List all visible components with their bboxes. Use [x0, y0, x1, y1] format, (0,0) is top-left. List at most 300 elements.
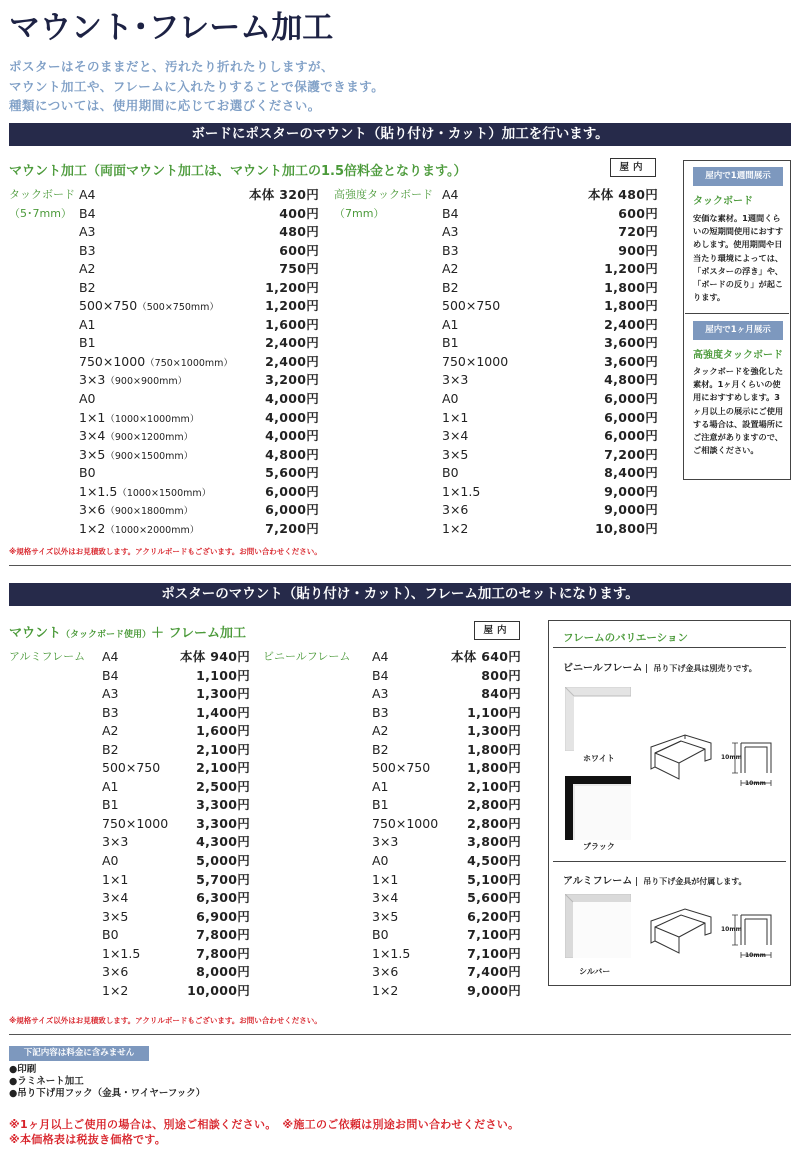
- price-value: 2,500円: [196, 778, 250, 794]
- hs-tackboard-price-table: [442, 186, 658, 538]
- size-label: [442, 409, 468, 428]
- price-value: 2,100円: [467, 778, 521, 794]
- size-dimensions: （500×750mm）: [137, 302, 219, 314]
- alu-dim-height: 10mm: [721, 926, 742, 933]
- price-row: [372, 982, 521, 1001]
- info-title-tackboard: タックボード: [693, 196, 753, 207]
- size-label: [372, 667, 389, 686]
- vinyl-dim-height: 10mm: [721, 754, 742, 761]
- size-name: 1×1.5: [102, 945, 141, 961]
- heading-mount: マウント: [9, 626, 62, 641]
- price-value: 4,300円: [196, 834, 250, 850]
- size-label: [102, 648, 119, 667]
- exclusion-item: ●ラミネート加工: [9, 1076, 84, 1087]
- size-label: [372, 722, 389, 741]
- size-label: [79, 464, 96, 483]
- size-name: B0: [102, 927, 119, 943]
- section2-banner: ポスターのマウント（貼り付け・カット）、フレーム加工のセットになります。: [9, 583, 791, 606]
- vinyl-profile-diagram: [645, 729, 715, 789]
- size-label: [79, 446, 193, 467]
- info-text-tackboard: 安価な素材。1週間くらいの短期間使用におすすめします。使用期間や日当たり環境によっては、「ポスターの浮き」や、「ボードの反り」が起こります。: [693, 213, 784, 303]
- size-name: 3×6: [79, 502, 106, 518]
- price-row: [372, 741, 521, 760]
- size-name: 3×5: [442, 446, 469, 462]
- price-value: 400円: [279, 205, 319, 221]
- tackboard-thickness: （5･7mm）: [9, 206, 72, 220]
- white-frame-swatch: [565, 687, 631, 751]
- size-label: [442, 464, 459, 483]
- price-value: 1,800円: [604, 298, 658, 314]
- price-value: 9,000円: [604, 483, 658, 499]
- price-row: [102, 871, 250, 890]
- price-row: [442, 353, 658, 372]
- price-row: [79, 316, 319, 335]
- price-value: 1,100円: [467, 704, 521, 720]
- size-name: B4: [79, 205, 96, 221]
- white-caption: ホワイト: [583, 754, 615, 763]
- vinyl-frame-label: ビニールフレーム: [263, 650, 351, 663]
- hs-tackboard-name: 高強度タックボード: [334, 188, 433, 201]
- price-value: 1,100円: [196, 667, 250, 683]
- tackboard-price-table: [79, 186, 319, 538]
- size-label: [442, 501, 468, 520]
- price-row: [442, 483, 658, 502]
- vinyl-frame-name: ビニールフレーム: [563, 663, 643, 674]
- heading-frame: ＋ フレーム加工: [151, 626, 247, 641]
- price-row: [102, 648, 250, 667]
- size-label: [79, 316, 96, 335]
- size-name: B2: [372, 741, 389, 757]
- silver-frame-swatch: [565, 894, 631, 958]
- vinyl-frame-price-table: [372, 648, 521, 1000]
- size-label: [79, 390, 96, 409]
- price-row: [102, 852, 250, 871]
- size-name: A3: [79, 224, 96, 240]
- size-label: [442, 427, 468, 446]
- size-name: 1×2: [442, 520, 469, 536]
- price-value: 1,300円: [196, 686, 250, 702]
- size-name: 1×2: [372, 982, 399, 998]
- price-value: 1,200円: [265, 298, 319, 314]
- size-name: 3×6: [372, 964, 399, 980]
- price-value: 1,800円: [467, 741, 521, 757]
- price-value: 3,800円: [467, 834, 521, 850]
- price-row: [102, 815, 250, 834]
- size-name: B1: [442, 335, 459, 351]
- size-label: [372, 648, 389, 667]
- intro-line: ポスターはそのままだと、汚れたり折れたりしますが、: [9, 59, 335, 74]
- size-label: [102, 704, 119, 723]
- price-value: 7,200円: [265, 520, 319, 536]
- size-name: 500×750: [79, 298, 138, 314]
- info-tag-1month: 屋内で1ヶ月展示: [693, 321, 783, 340]
- price-row: [79, 279, 319, 298]
- size-name: B3: [442, 242, 459, 258]
- size-label: [79, 279, 96, 298]
- black-caption: ブラック: [583, 842, 615, 851]
- price-value: 1,300円: [467, 723, 521, 739]
- price-row: [442, 186, 658, 205]
- price-row: [79, 223, 319, 242]
- size-name: 3×3: [442, 372, 469, 388]
- price-row: [442, 427, 658, 446]
- size-name: 3×6: [102, 964, 129, 980]
- size-label: [442, 279, 459, 298]
- size-name: B3: [79, 242, 96, 258]
- size-name: A3: [102, 686, 119, 702]
- size-label: [442, 334, 459, 353]
- size-name: 3×5: [79, 446, 106, 462]
- intro-line: マウント加工や、フレームに入れたりすることで保護できます。: [9, 78, 385, 94]
- indoor-badge: 屋内: [610, 158, 656, 177]
- price-row: [372, 685, 521, 704]
- price-row: [79, 205, 319, 224]
- price-value: 6,000円: [604, 391, 658, 407]
- size-label: [102, 833, 128, 852]
- size-label: [102, 685, 119, 704]
- price-row: [79, 520, 319, 539]
- price-value: 6,300円: [196, 890, 250, 906]
- size-label: [372, 704, 389, 723]
- price-row: [79, 242, 319, 261]
- size-name: B0: [442, 465, 459, 481]
- info-separator: [685, 313, 789, 314]
- size-label: [442, 353, 508, 372]
- size-label: [442, 316, 459, 335]
- alu-frame-note: 吊り下げ金具が付属します。: [636, 877, 746, 886]
- price-row: [442, 520, 658, 539]
- price-row: [102, 833, 250, 852]
- price-row: [102, 667, 250, 686]
- price-row: [102, 722, 250, 741]
- size-name: A2: [442, 261, 459, 277]
- size-label: [102, 722, 119, 741]
- size-name: A0: [79, 391, 96, 407]
- price-row: [442, 223, 658, 242]
- section1-note: ※規格サイズ以外はお見積致します。アクリルボードもございます。お問い合わせください。: [9, 547, 322, 556]
- size-label: [372, 926, 389, 945]
- price-value: 6,900円: [196, 908, 250, 924]
- size-name: 750×1000: [372, 815, 439, 831]
- size-name: B1: [102, 797, 119, 813]
- size-name: 1×1.5: [442, 483, 481, 499]
- size-name: 500×750: [372, 760, 431, 776]
- price-value: 5,600円: [467, 890, 521, 906]
- alu-frame-name: アルミフレーム: [563, 876, 633, 887]
- price-row: [372, 926, 521, 945]
- black-frame-swatch: [565, 776, 631, 840]
- size-label: [372, 963, 398, 982]
- size-name: 3×5: [372, 908, 399, 924]
- price-value: 6,200円: [467, 908, 521, 924]
- divider: [9, 565, 791, 566]
- size-name: A0: [372, 853, 389, 869]
- size-name: 500×750: [442, 298, 501, 314]
- footer-note-2: ※本価格表は税抜き価格です。: [9, 1133, 167, 1146]
- size-name: B2: [102, 741, 119, 757]
- price-value: 本体 320円: [248, 187, 319, 202]
- price-value: 7,100円: [467, 945, 521, 961]
- size-name: B0: [372, 927, 389, 943]
- alu-frame-label: アルミフレーム: [9, 650, 86, 663]
- intro-line: 種類については、使用期間に応じてお選びください。: [9, 98, 321, 113]
- price-row: [102, 908, 250, 927]
- size-name: 750×1000: [442, 353, 509, 369]
- price-value: 3,300円: [196, 797, 250, 813]
- price-row: [79, 483, 319, 502]
- size-label: [442, 520, 468, 539]
- size-label: [442, 483, 480, 502]
- size-label: [79, 409, 199, 430]
- price-value: 4,800円: [265, 446, 319, 462]
- heading-tackboard-note: （タックボード使用）: [61, 630, 152, 640]
- size-name: 3×3: [372, 834, 399, 850]
- exclusion-item: ●吊り下げ用フック（金具・ワイヤーフック）: [9, 1088, 206, 1099]
- price-row: [102, 926, 250, 945]
- size-name: 1×1.5: [372, 945, 411, 961]
- price-row: [79, 464, 319, 483]
- size-dimensions: （1000×2000mm）: [105, 524, 200, 536]
- price-row: [79, 297, 319, 316]
- size-label: [372, 796, 389, 815]
- vinyl-frame-heading: [563, 659, 757, 674]
- size-name: B4: [442, 205, 459, 221]
- price-value: 1,400円: [196, 704, 250, 720]
- price-value: 1,600円: [196, 723, 250, 739]
- size-name: B1: [372, 797, 389, 813]
- price-value: 480円: [279, 224, 319, 240]
- alu-frame-price-table: [102, 648, 250, 1000]
- vinyl-dim-width: 10mm: [745, 780, 766, 787]
- price-value: 7,100円: [467, 927, 521, 943]
- price-value: 1,600円: [265, 316, 319, 332]
- price-row: [372, 908, 521, 927]
- silver-caption: シルバー: [579, 967, 611, 976]
- fv-divider: [553, 647, 786, 648]
- price-value: 4,000円: [265, 391, 319, 407]
- price-row: [372, 778, 521, 797]
- size-label: [372, 685, 389, 704]
- size-label: [442, 242, 459, 261]
- size-name: 1×2: [102, 982, 129, 998]
- price-value: 9,000円: [604, 502, 658, 518]
- price-row: [102, 685, 250, 704]
- size-label: [442, 223, 459, 242]
- price-value: 5,700円: [196, 871, 250, 887]
- price-row: [372, 852, 521, 871]
- size-label: [442, 205, 459, 224]
- price-row: [372, 963, 521, 982]
- price-value: 600円: [618, 205, 658, 221]
- size-label: [372, 871, 398, 890]
- size-label: [372, 778, 389, 797]
- price-value: 7,800円: [196, 927, 250, 943]
- price-row: [372, 833, 521, 852]
- size-name: B2: [79, 279, 96, 295]
- price-row: [102, 796, 250, 815]
- indoor-badge: 屋内: [474, 621, 520, 640]
- price-value: 3,200円: [265, 372, 319, 388]
- price-value: 6,000円: [604, 428, 658, 444]
- price-row: [79, 427, 319, 446]
- price-row: [372, 889, 521, 908]
- size-name: A4: [102, 649, 119, 664]
- size-dimensions: （1000×1500mm）: [117, 487, 212, 499]
- size-label: [102, 796, 119, 815]
- size-label: [442, 446, 468, 465]
- vinyl-frame-note: 吊り下げ金具は別売りです。: [646, 664, 756, 673]
- price-row: [372, 796, 521, 815]
- section2-note: ※規格サイズ以外はお見積致します。アクリルボードもございます。お問い合わせください。: [9, 1016, 322, 1025]
- size-label: [372, 852, 389, 871]
- price-row: [372, 704, 521, 723]
- info-title-hs-tackboard: 高強度タックボード: [693, 350, 783, 361]
- section1-banner: ボードにポスターのマウント（貼り付け・カット）加工を行います。: [9, 123, 791, 146]
- price-row: [372, 815, 521, 834]
- price-value: 5,600円: [265, 465, 319, 481]
- size-name: A2: [102, 723, 119, 739]
- frame-variation-box: [548, 620, 791, 986]
- price-value: 5,100円: [467, 871, 521, 887]
- size-name: 3×4: [79, 428, 106, 444]
- size-name: B3: [102, 704, 119, 720]
- price-row: [442, 316, 658, 335]
- info-tag-1week: 屋内で1週間展示: [693, 167, 783, 186]
- divider: [9, 1034, 791, 1035]
- price-row: [79, 353, 319, 372]
- price-row: [79, 409, 319, 428]
- size-name: 1×1.5: [79, 483, 118, 499]
- exclusions-tag: 下記内容は料金に含みません: [9, 1046, 149, 1061]
- price-row: [102, 704, 250, 723]
- size-label: [102, 667, 119, 686]
- price-row: [372, 648, 521, 667]
- price-value: 600円: [279, 242, 319, 258]
- size-label: [372, 945, 410, 964]
- size-name: 1×1: [442, 409, 469, 425]
- size-label: [79, 223, 96, 242]
- size-label: [102, 778, 119, 797]
- price-value: 8,000円: [196, 964, 250, 980]
- size-name: B4: [102, 667, 119, 683]
- price-value: 本体 940円: [179, 649, 250, 664]
- price-value: 7,200円: [604, 446, 658, 462]
- price-row: [442, 279, 658, 298]
- price-row: [79, 371, 319, 390]
- price-row: [102, 741, 250, 760]
- size-label: [79, 353, 233, 374]
- section2-heading: [9, 622, 246, 641]
- size-label: [442, 390, 459, 409]
- section1-heading: マウント加工（両面マウント加工は、マウント加工の1.5倍料金となります。）: [9, 164, 467, 179]
- size-label: [102, 759, 160, 778]
- size-label: [102, 852, 119, 871]
- hs-tackboard-thickness: （7mm）: [334, 206, 385, 220]
- size-name: B3: [372, 704, 389, 720]
- price-row: [102, 889, 250, 908]
- price-value: 5,000円: [196, 853, 250, 869]
- size-dimensions: （900×1500mm）: [105, 450, 194, 462]
- price-value: 4,500円: [467, 853, 521, 869]
- price-value: 3,600円: [604, 335, 658, 351]
- board-info-box: [683, 160, 791, 480]
- price-value: 1,800円: [604, 279, 658, 295]
- size-name: 1×1: [102, 871, 129, 887]
- price-value: 6,000円: [604, 409, 658, 425]
- price-value: 1,200円: [265, 279, 319, 295]
- size-label: [102, 926, 119, 945]
- price-value: 800円: [481, 667, 521, 683]
- price-value: 750円: [279, 261, 319, 277]
- size-name: A2: [372, 723, 389, 739]
- price-value: 7,800円: [196, 945, 250, 961]
- price-row: [442, 501, 658, 520]
- page-title: マウント･フレーム加工: [9, 10, 334, 46]
- size-label: [79, 483, 211, 504]
- price-value: 900円: [618, 242, 658, 258]
- price-row: [442, 242, 658, 261]
- size-label: [102, 889, 128, 908]
- size-name: B0: [79, 465, 96, 481]
- size-name: 3×4: [372, 890, 399, 906]
- size-label: [79, 371, 187, 392]
- price-row: [79, 260, 319, 279]
- price-row: [372, 871, 521, 890]
- price-row: [442, 334, 658, 353]
- price-value: 2,400円: [604, 316, 658, 332]
- size-label: [102, 741, 119, 760]
- size-name: A1: [79, 316, 96, 332]
- size-name: 750×1000: [102, 815, 169, 831]
- price-row: [372, 667, 521, 686]
- price-row: [372, 945, 521, 964]
- size-label: [442, 186, 459, 205]
- price-value: 本体 480円: [587, 187, 658, 202]
- fv-divider: [553, 861, 786, 862]
- size-name: B4: [372, 667, 389, 683]
- size-label: [79, 242, 96, 261]
- price-value: 720円: [618, 224, 658, 240]
- alu-frame-heading: [563, 872, 747, 887]
- size-label: [79, 186, 96, 205]
- price-row: [442, 371, 658, 390]
- price-row: [442, 446, 658, 465]
- size-label: [79, 205, 96, 224]
- price-value: 4,000円: [265, 409, 319, 425]
- tackboard-label: [9, 186, 75, 223]
- size-label: [102, 871, 128, 890]
- price-value: 3,600円: [604, 353, 658, 369]
- size-label: [372, 908, 398, 927]
- price-row: [442, 260, 658, 279]
- size-name: A3: [442, 224, 459, 240]
- size-label: [79, 501, 193, 522]
- footer-note-1: ※1ヶ月以上ご使用の場合は、別途ご相談ください。 ※施工のご依頼は別途お問い合わせください。: [9, 1118, 520, 1131]
- price-value: 1,800円: [467, 760, 521, 776]
- size-label: [372, 833, 398, 852]
- tackboard-name: タックボード: [9, 188, 75, 201]
- size-dimensions: （900×1800mm）: [105, 506, 194, 518]
- exclusions-list: [9, 1064, 205, 1100]
- size-name: 500×750: [102, 760, 161, 776]
- price-value: 4,000円: [265, 428, 319, 444]
- intro-text: [9, 57, 384, 116]
- size-name: 750×1000: [79, 353, 146, 369]
- size-name: A4: [79, 187, 96, 202]
- price-row: [79, 390, 319, 409]
- price-value: 9,000円: [467, 982, 521, 998]
- price-row: [79, 446, 319, 465]
